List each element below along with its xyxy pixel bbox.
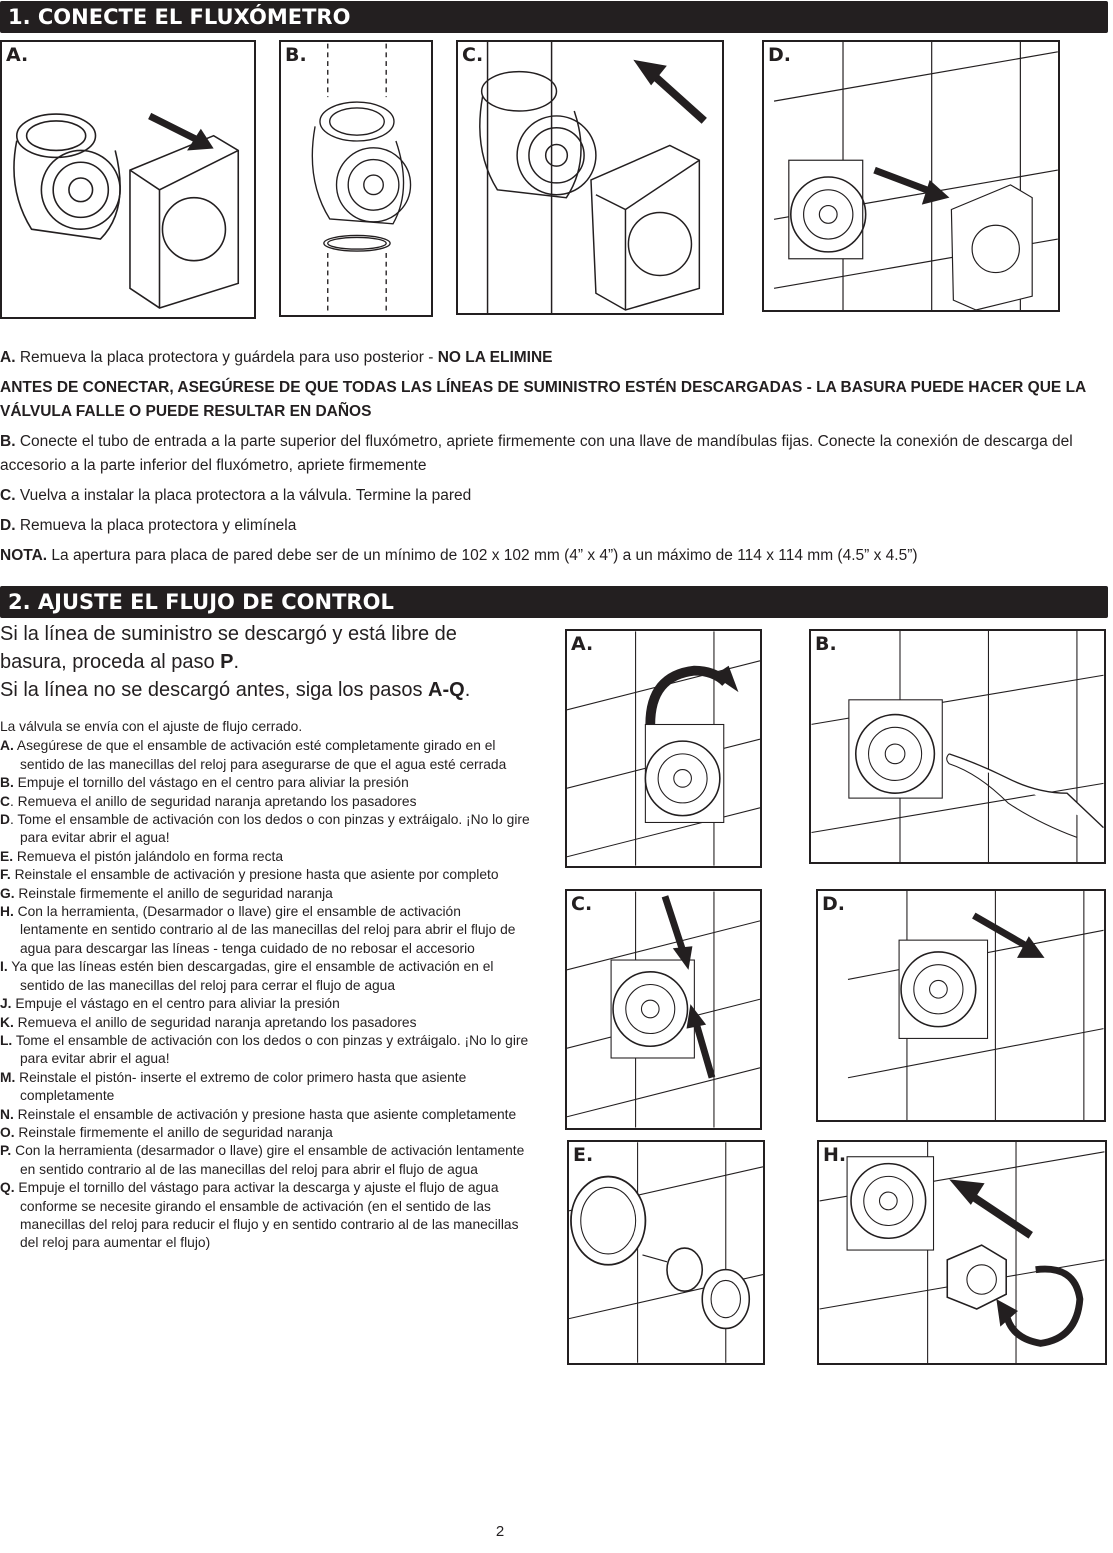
figure-label: C. <box>462 44 484 66</box>
extract-assembly-illustration <box>818 891 1104 1120</box>
figure-2d <box>816 889 1106 1122</box>
intro-text: . <box>233 651 240 673</box>
step-item <box>0 1179 530 1253</box>
step-item <box>0 774 530 792</box>
step-key: N. <box>0 1106 14 1122</box>
turn-assembly-tool-illustration <box>819 1142 1105 1363</box>
push-stem-illustration <box>811 631 1104 862</box>
figure-1c <box>456 40 724 315</box>
step-item <box>0 1142 530 1179</box>
step-text: Reinstale firmemente el anillo de seguridad naranja <box>14 885 333 901</box>
step-key: B. <box>0 775 14 791</box>
step-text: Remueva el anillo de seguridad naranja apretando los pasadores <box>13 1014 417 1030</box>
step-key: B. <box>0 433 16 450</box>
instruction-c <box>0 484 1108 508</box>
step-key: O. <box>0 1124 15 1140</box>
figure-label: A. <box>571 633 594 655</box>
step-item <box>0 885 530 903</box>
note-body: La apertura para placa de pared debe ser de un mínimo de 102 x 102 mm (4” x 4”) a un máximo de 114 x 114 mm (4.5” x 4.5”) <box>51 547 918 564</box>
finger-icon <box>949 754 1103 828</box>
wall-valve-illustration <box>764 42 1058 310</box>
arrow-icon <box>949 1179 1031 1235</box>
figure-1d <box>762 40 1060 312</box>
instruction-b <box>0 430 1108 478</box>
step-item <box>0 1032 530 1069</box>
instruction-d <box>0 514 1108 538</box>
figure-2h <box>817 1140 1107 1365</box>
figure-2e <box>567 1140 765 1365</box>
step-item <box>0 848 530 866</box>
rotate-counterclockwise-icon <box>996 1269 1079 1343</box>
step-text: Empuje el tornillo del vástago para activar la descarga y ajuste el flujo de agua conforme se necesite girando el ensamble de activación (en el sentido de las manecillas del reloj para reducir el flujo y en sentido contrario al de las manecillas del reloj para aumentar el flujo) <box>14 1180 519 1251</box>
step-key: Q. <box>0 1180 15 1196</box>
step-item <box>0 903 530 958</box>
figure-label: B. <box>815 633 837 655</box>
step-text: Reinstale el ensamble de activación y presione hasta que asiente completamente <box>13 1106 517 1122</box>
section-2-intro <box>0 620 520 704</box>
figure-label: H. <box>823 1144 847 1166</box>
valve-pipe-illustration <box>281 42 431 315</box>
arrow-icon <box>150 116 214 150</box>
intro-text: . <box>464 679 471 701</box>
section-2-header: 2. AJUSTE EL FLUJO DE CONTROL <box>0 586 1108 618</box>
figure-2c <box>565 889 762 1130</box>
step-key: H. <box>0 904 14 920</box>
valve-plate-reinstall-illustration <box>458 42 722 313</box>
figure-1b <box>279 40 433 317</box>
intro-text: Si la línea no se descargó antes, siga los pasos <box>0 679 429 701</box>
step-key: L. <box>0 1032 13 1048</box>
rotate-clockwise-illustration <box>567 631 760 866</box>
step-key: D. <box>0 517 16 534</box>
section-1-header: 1. CONECTE EL FLUXÓMETRO <box>0 1 1108 33</box>
step-key: E. <box>0 848 14 864</box>
step-key: C <box>0 793 10 809</box>
steps-list <box>0 718 530 1253</box>
step-text: Vuelva a instalar la placa protectora a la válvula. Termine la pared <box>19 487 472 504</box>
step-key: A. <box>0 738 14 754</box>
step-item <box>0 1014 530 1032</box>
step-text: Con la herramienta (desarmador o llave) gire el ensamble de activación lentamente en sentido contrario al de las manecillas del reloj para abrir el flujo de agua <box>11 1143 525 1177</box>
remove-ring-illustration <box>567 891 760 1128</box>
step-text: Conecte el tubo de entrada a la parte superior del fluxómetro, apriete firmemente con una llave de mandíbulas fijas. Conecte la conexión de descarga del accesorio a la parte inferior del fluxómetro, apriete firmemente <box>0 433 1073 474</box>
step-key: I. <box>0 959 8 975</box>
step-item <box>0 1124 530 1142</box>
step-item <box>0 958 530 995</box>
step-key: J. <box>0 996 12 1012</box>
step-key: M. <box>0 1069 16 1085</box>
step-text: . Tome el ensamble de activación con los dedos o con pinzas y extráigalo. ¡No lo gire para evitar abrir el agua! <box>9 812 530 846</box>
step-key: P. <box>0 1143 12 1159</box>
step-text: Remueva la placa protectora y guárdela para uso posterior - <box>19 349 438 366</box>
step-text: Remueva la placa protectora y elimínela <box>19 517 297 534</box>
page-number: 2 <box>495 1523 505 1540</box>
intro-step-ref: A-Q <box>428 679 465 701</box>
figure-label: C. <box>571 893 593 915</box>
step-item <box>0 737 530 774</box>
step-key: G. <box>0 885 15 901</box>
step-item <box>0 866 530 884</box>
figure-label: D. <box>768 44 791 66</box>
intro-text: Si la línea de suministro se descargó y está libre de basura, proceda al paso <box>0 623 457 673</box>
step-text: Empuje el tornillo del vástago en el centro para aliviar la presión <box>13 775 409 791</box>
step-text: Ya que las líneas estén bien descargadas, gire el ensamble de activación en el sentido de las manecillas del reloj para cerrar el flujo de agua <box>7 959 494 993</box>
figure-label: A. <box>6 44 29 66</box>
tool-icon <box>947 1245 1006 1309</box>
steps-lead: La válvula se envía con el ajuste de flujo cerrado. <box>0 719 303 734</box>
remove-piston-illustration <box>569 1142 763 1363</box>
step-item <box>0 1069 530 1106</box>
valve-plate-illustration <box>2 42 254 317</box>
arrow-icon <box>633 60 704 121</box>
step-text: Tome el ensamble de activación con los dedos o con pinzas y extráigalo. ¡No lo gire para evitar abrir el agua! <box>12 1032 529 1067</box>
step-item <box>0 793 530 811</box>
step-text: Remueva el pistón jalándolo en forma recta <box>13 848 284 864</box>
figure-1a <box>0 40 256 319</box>
note-text <box>0 544 1108 568</box>
step-key: D <box>0 812 10 828</box>
warning-text: ANTES DE CONECTAR, ASEGÚRESE DE QUE TODAS LAS LÍNEAS DE SUMINISTRO ESTÉN DESCARGADAS - LA BASURA PUEDE HACER QUE LA VÁLVULA FALLE O PUEDE RESULTAR EN DAÑOS <box>0 379 1086 420</box>
step-text: Con la herramienta, (Desarmador o llave) gire el ensamble de activación lentamente en sentido contrario al de las manecillas del reloj para abrir el flujo de agua para descargar las líneas - tenga cuidado de no rebosar el accesorio <box>13 904 516 956</box>
figure-2a <box>565 629 762 868</box>
figure-2b <box>809 629 1106 864</box>
step-text: Reinstale el pistón- inserte el extremo de color primero hasta que asiente completamente <box>15 1069 467 1104</box>
figure-label: D. <box>822 893 845 915</box>
step-item <box>0 1106 530 1124</box>
figure-label: B. <box>285 44 307 66</box>
step-key: K. <box>0 1014 14 1030</box>
intro-step-ref: P <box>220 651 234 673</box>
figure-label: E. <box>573 1144 594 1166</box>
step-key: F. <box>0 867 11 883</box>
step-key: C. <box>0 487 16 504</box>
step-text: . Remueva el anillo de seguridad naranja apretando los pasadores <box>9 793 417 809</box>
instruction-a <box>0 346 1108 370</box>
note-key: NOTA. <box>0 547 48 564</box>
arrow-icon <box>665 896 692 969</box>
step-text: Asegúrese de que el ensamble de activación esté completamente girado en el sentido de las manecillas del reloj para asegurarse de que el agua esté cerrada <box>13 738 507 772</box>
step-item <box>0 995 530 1013</box>
step-key: A. <box>0 349 16 366</box>
step-text: Empuje el vástago en el centro para aliviar la presión <box>11 996 340 1012</box>
rotate-arrow-icon <box>650 666 738 725</box>
step-text: Reinstale firmemente el anillo de seguridad naranja <box>14 1124 333 1140</box>
step-emphasis: NO LA ELIMINE <box>437 349 553 366</box>
step-item <box>0 811 530 848</box>
step-text: Reinstale el ensamble de activación y presione hasta que asiente por completo <box>10 867 499 883</box>
